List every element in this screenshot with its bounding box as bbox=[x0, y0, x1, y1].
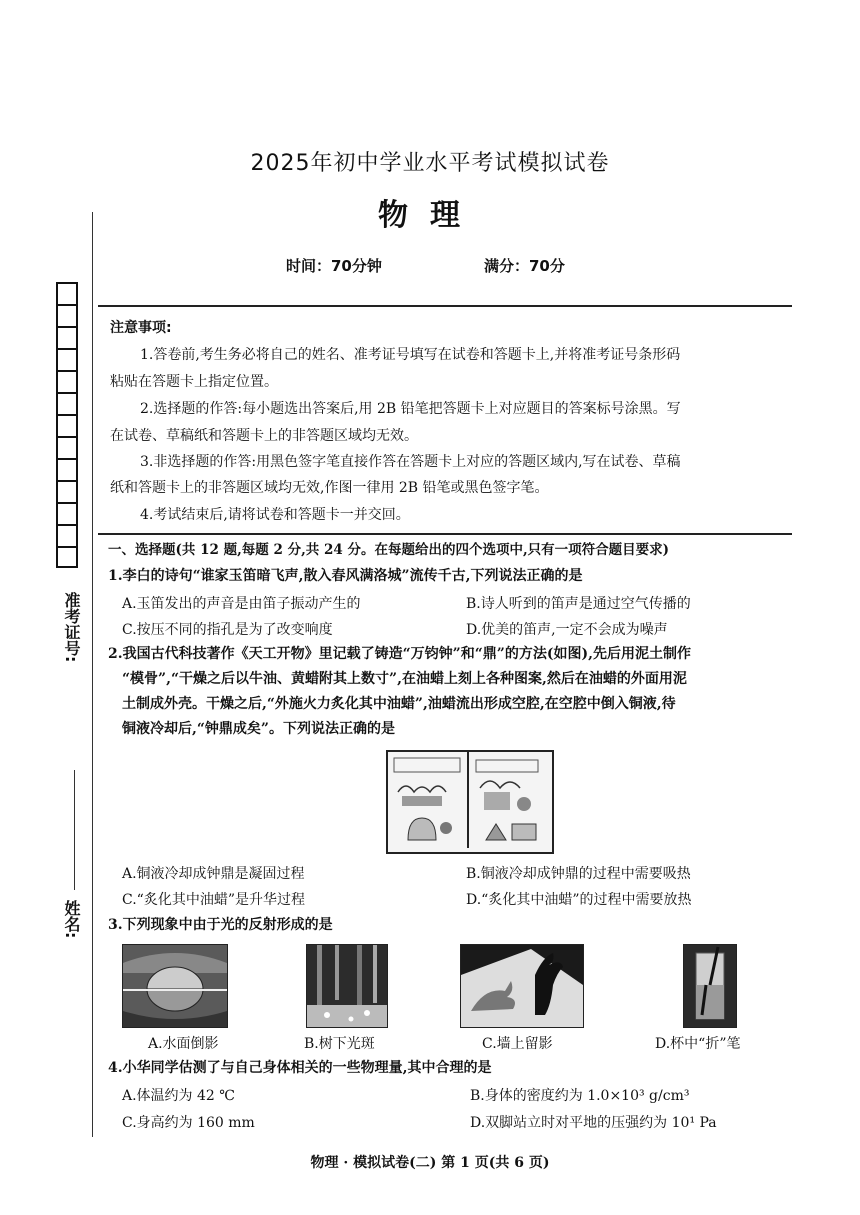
photo-water-reflection[interactable] bbox=[122, 944, 228, 1028]
exam-id-label: 准考证号: bbox=[62, 592, 81, 663]
q2-stem-line: 土制成外壳。干燥之后,“外施火力炙化其中油蜡”,油蜡流出形成空腔,在空腔中倒入铜液,待 bbox=[122, 696, 676, 712]
notice-line: 2.选择题的作答:每小题选出答案后,用 2B 铅笔把答题卡上对应题目的答案标号涂黑。写 bbox=[140, 401, 681, 417]
q2-option-b[interactable]: B.铜液冷却成钟鼎的过程中需要吸热 bbox=[466, 866, 691, 882]
q3-stem: 3.下列现象中由于光的反射形成的是 bbox=[108, 917, 333, 933]
q2-option-d[interactable]: D.“炙化其中油蜡”的过程中需要放热 bbox=[466, 892, 692, 908]
exam-title: 2025年初中学业水平考试模拟试卷 bbox=[250, 151, 610, 176]
subject-title: 物理 bbox=[378, 198, 482, 233]
id-box[interactable] bbox=[56, 458, 78, 480]
id-box[interactable] bbox=[56, 392, 78, 414]
q3-caption-d[interactable]: D.杯中“折”笔 bbox=[655, 1036, 741, 1052]
q1-option-c[interactable]: C.按压不同的指孔是为了改变响度 bbox=[122, 622, 333, 638]
id-box[interactable] bbox=[56, 326, 78, 348]
q1-option-d[interactable]: D.优美的笛声,一定不会成为噪声 bbox=[466, 622, 668, 638]
id-box[interactable] bbox=[56, 502, 78, 524]
q3-caption-b[interactable]: B.树下光斑 bbox=[304, 1036, 375, 1052]
id-box[interactable] bbox=[56, 282, 78, 304]
name-label: 姓名: bbox=[62, 900, 81, 939]
photo-bent-pen[interactable] bbox=[683, 944, 737, 1028]
q2-stem-line: 铜液冷却后,“钟鼎成矣”。下列说法正确的是 bbox=[122, 721, 395, 737]
q4-option-a[interactable]: A.体温约为 42 ℃ bbox=[122, 1088, 235, 1104]
q2-option-a[interactable]: A.铜液冷却成钟鼎是凝固过程 bbox=[122, 866, 305, 882]
notice-line: 粘贴在答题卡上指定位置。 bbox=[110, 374, 278, 390]
photo-hand-shadow[interactable] bbox=[460, 944, 584, 1028]
id-box[interactable] bbox=[56, 480, 78, 502]
q1-option-b[interactable]: B.诗人听到的笛声是通过空气传播的 bbox=[466, 596, 691, 612]
id-box[interactable] bbox=[56, 546, 78, 568]
q2-stem-line: 2.我国古代科技著作《天工开物》里记载了铸造“万钧钟”和“鼎”的方法(如图),先后用泥土制作 bbox=[108, 646, 691, 662]
casting-illustration bbox=[386, 750, 554, 854]
id-box[interactable] bbox=[56, 304, 78, 326]
q2-option-c[interactable]: C.“炙化其中油蜡”是升华过程 bbox=[122, 892, 305, 908]
q4-option-b[interactable]: B.身体的密度约为 1.0×10³ g/cm³ bbox=[470, 1088, 690, 1104]
section-heading: 一、选择题(共 12 题,每题 2 分,共 24 分。在每题给出的四个选项中,只有一项符合题目要求) bbox=[108, 542, 670, 558]
q4-stem: 4.小华同学估测了与自己身体相关的一些物理量,其中合理的是 bbox=[108, 1060, 492, 1076]
photo-tree-light-spots[interactable] bbox=[306, 944, 388, 1028]
notice-line: 4.考试结束后,请将试卷和答题卡一并交回。 bbox=[140, 507, 410, 523]
id-box[interactable] bbox=[56, 436, 78, 458]
q4-option-c[interactable]: C.身高约为 160 mm bbox=[122, 1115, 255, 1131]
notice-heading: 注意事项: bbox=[110, 320, 172, 336]
notice-rule bbox=[98, 533, 792, 535]
q2-stem-line: “模骨”,“干燥之后以牛油、黄蜡附其上数寸”,在油蜡上刻上各种图案,然后在油蜡的外面用泥 bbox=[122, 671, 687, 687]
id-box[interactable] bbox=[56, 524, 78, 546]
notice-line: 纸和答题卡上的非答题区域均无效,作图一律用 2B 铅笔或黑色签字笔。 bbox=[110, 480, 549, 496]
id-box[interactable] bbox=[56, 348, 78, 370]
q4-option-d[interactable]: D.双脚站立时对平地的压强约为 10¹ Pa bbox=[470, 1115, 717, 1131]
page-footer: 物理 · 模拟试卷(二) 第 1 页(共 6 页) bbox=[310, 1155, 550, 1171]
exam-time: 时间：70分钟 bbox=[286, 257, 382, 275]
q3-caption-c[interactable]: C.墙上留影 bbox=[482, 1036, 553, 1052]
header-rule bbox=[98, 305, 792, 307]
q3-caption-a[interactable]: A.水面倒影 bbox=[148, 1036, 219, 1052]
notice-line: 3.非选择题的作答:用黑色签字笔直接作答在答题卡上对应的答题区域内,写在试卷、草稿 bbox=[140, 454, 681, 470]
notice-line: 在试卷、草稿纸和答题卡上的非答题区域均无效。 bbox=[110, 428, 418, 444]
id-box[interactable] bbox=[56, 414, 78, 436]
name-line[interactable] bbox=[74, 770, 75, 890]
id-box[interactable] bbox=[56, 370, 78, 392]
q1-stem: 1.李白的诗句“谁家玉笛暗飞声,散入春风满洛城”流传千古,下列说法正确的是 bbox=[108, 568, 583, 584]
exam-score: 满分：70分 bbox=[484, 257, 565, 275]
q1-option-a[interactable]: A.玉笛发出的声音是由笛子振动产生的 bbox=[122, 596, 361, 612]
notice-line: 1.答卷前,考生务必将自己的姓名、准考证号填写在试卷和答题卡上,并将准考证号条形码 bbox=[140, 347, 681, 363]
binding-line bbox=[92, 212, 93, 1137]
